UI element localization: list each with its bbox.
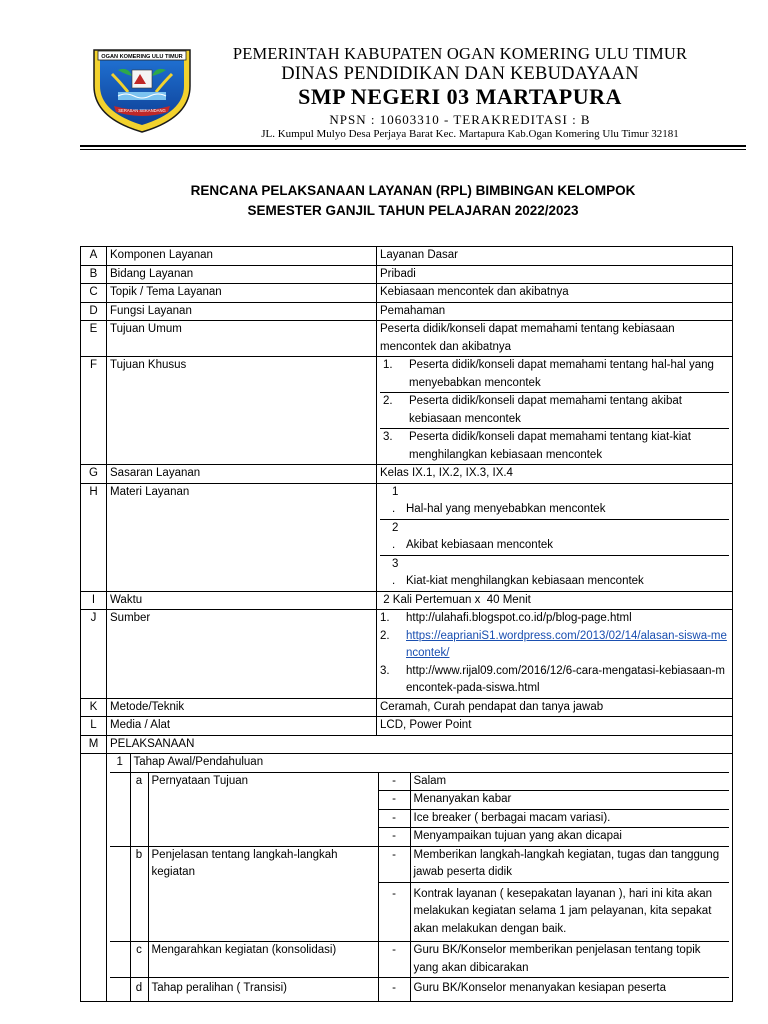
- row-code: G: [81, 465, 107, 484]
- table-row: [81, 610, 733, 699]
- table-row: [81, 698, 733, 717]
- row-code: C: [81, 284, 107, 303]
- source-item: 3. http://www.rijal09.com/2016/12/6-cara-mengatasi-kebiasaan-mencontek-pada-siswa.html: [380, 663, 729, 698]
- table-row: [81, 357, 733, 465]
- list-item: 2. Peserta didik/konseli dapat memahami tentang akibat kebiasaan mencontek: [383, 395, 682, 425]
- step-item: Memberikan langkah-langkah kegiatan, tugas dan tanggung jawab peserta didik: [410, 846, 729, 882]
- step-item: Guru BK/Konselor memberikan penjelasan tentang topik yang akan dibicarakan: [410, 942, 729, 978]
- step-label: Pernyataan Tujuan: [148, 772, 378, 846]
- table-row: [81, 754, 733, 1002]
- row-value: Layanan Dasar: [377, 247, 733, 266]
- row-code: [81, 754, 107, 1002]
- list-item: 3. Peserta didik/konseli dapat memahami tentang kiat-kiat menghilangkan kebiasaan mencontek: [383, 431, 691, 461]
- row-label: Bidang Layanan: [107, 265, 377, 284]
- logo-lettering: OGAN KOMERING ULU TIMUR: [101, 54, 183, 60]
- header-school-name: SMP NEGERI 03 MARTAPURA: [298, 84, 622, 109]
- source-item: 1. http://ulahafi.blogspot.co.id/p/blog-page.html: [380, 610, 729, 628]
- document-subtitle: SEMESTER GANJIL TAHUN PELAJARAN 2022/2023: [247, 203, 579, 218]
- pelaksanaan-block: [107, 754, 733, 1002]
- document-title: RENCANA PELAKSANAAN LAYANAN (RPL) BIMBINGAN KELOMPOK: [190, 183, 636, 198]
- step-letter: d: [130, 978, 148, 1001]
- row-label: Sumber: [107, 610, 377, 699]
- table-row: [81, 483, 733, 591]
- row-value: Kelas IX.1, IX.2, IX.3, IX.4: [377, 465, 733, 484]
- table-row: [81, 465, 733, 484]
- row-label: Metode/Teknik: [107, 698, 377, 717]
- header-npsn: NPSN : 10603310 - TERAKREDITASI : B: [329, 112, 591, 127]
- pelaksanaan-table: 1 Tahap Awal/Pendahuluan a Pernyataan Tujuan - Salam - Menanyakan kabar - Ice breaker ( berbagai macam variasi). - Menyampaikan tujuan yang akan dicapai b Penjelasan tentang langkah-langkah kegiatan - Memberikan langkah-langkah kegiatan, tugas dan tanggung jawab peserta didik - Kontrak layanan ( kesepakatan layanan ), hari ini kita akan melakukan kegiatan selama 1 jam pelayanan, kita sepakat akan melakukan dengan baik. c Mengarahkan kegiatan (konsolidasi) - Guru BK/Konselor memberikan penjelasan tentang topik yang akan dibicarakan d Tahap peralihan ( Transisi) - Guru BK/Konselor menanyakan kesiapan peserta: [110, 754, 729, 1001]
- table-row: [81, 247, 733, 266]
- step-item: Salam: [410, 772, 729, 791]
- table-row: [81, 284, 733, 303]
- materi-list: [380, 484, 729, 591]
- row-value: Pemahaman: [377, 302, 733, 321]
- stage-title: Tahap Awal/Pendahuluan: [130, 754, 729, 772]
- row-label: Materi Layanan: [107, 483, 377, 591]
- header-government: PEMERINTAH KABUPATEN OGAN KOMERING ULU TIMUR: [232, 44, 688, 63]
- source-url: http://ulahafi.blogspot.co.id/p/blog-page.html: [406, 612, 632, 624]
- source-item: 2. https://eaprianiS1.wordpress.com/2013/02/14/alasan-siswa-mencontek/: [380, 628, 729, 663]
- row-label: Media / Alat: [107, 717, 377, 736]
- step-letter: a: [130, 772, 148, 846]
- regency-logo: [88, 40, 196, 136]
- table-row: [81, 717, 733, 736]
- row-value: Pribadi: [377, 265, 733, 284]
- row-code: H: [81, 483, 107, 591]
- source-link[interactable]: https://eaprianiS1.wordpress.com/2013/02/14/alasan-siswa-mencontek/: [406, 629, 727, 659]
- row-label: Fungsi Layanan: [107, 302, 377, 321]
- step-label: Mengarahkan kegiatan (konsolidasi): [148, 942, 378, 978]
- row-value: 2 Kali Pertemuan x 40 Menit: [377, 591, 733, 610]
- row-value: Peserta didik/konseli dapat memahami tentang kebiasaan mencontek dan akibatnya: [377, 321, 733, 357]
- row-code: A: [81, 247, 107, 266]
- row-code: J: [81, 610, 107, 699]
- row-code: M: [81, 735, 107, 754]
- step-letter: c: [130, 942, 148, 978]
- row-code: F: [81, 357, 107, 465]
- header-department: DINAS PENDIDIKAN DAN KEBUDAYAAN: [281, 64, 639, 84]
- row-value: LCD, Power Point: [377, 717, 733, 736]
- logo-motto: SERASAN SEKANDANG: [118, 108, 166, 113]
- tujuan-khusus-list: [380, 357, 729, 464]
- row-value: [377, 483, 733, 591]
- step-item: Guru BK/Konselor menanyakan kesiapan peserta: [410, 978, 729, 1001]
- row-value: Kebiasaan mencontek dan akibatnya: [377, 284, 733, 303]
- list-item: 3 . Kiat-kiat menghilangkan kebiasaan mencontek: [392, 557, 644, 587]
- step-item: Menanyakan kabar: [410, 791, 729, 810]
- rpl-table: [80, 246, 733, 1002]
- row-label: Tujuan Khusus: [107, 357, 377, 465]
- row-label: Waktu: [107, 591, 377, 610]
- table-row: [81, 591, 733, 610]
- list-item: 1 . Hal-hal yang menyebabkan mencontek: [392, 485, 606, 515]
- row-label: Komponen Layanan: [107, 247, 377, 266]
- row-value: [377, 610, 733, 699]
- row-label: Sasaran Layanan: [107, 465, 377, 484]
- row-code: E: [81, 321, 107, 357]
- step-letter: b: [130, 846, 148, 942]
- row-value: [377, 357, 733, 465]
- row-value: Ceramah, Curah pendapat dan tanya jawab: [377, 698, 733, 717]
- row-code: I: [81, 591, 107, 610]
- step-item: Kontrak layanan ( kesepakatan layanan ), hari ini kita akan melakukan kegiatan selama 1 jam pelayanan, kita sepakat akan melakukan dengan baik.: [410, 882, 729, 942]
- step-item: Menyampaikan tujuan yang akan dicapai: [410, 828, 729, 847]
- row-code: B: [81, 265, 107, 284]
- row-code: L: [81, 717, 107, 736]
- table-row: [81, 302, 733, 321]
- list-item: 1. Peserta didik/konseli dapat memahami tentang hal-hal yang menyebabkan mencontek: [383, 359, 714, 389]
- section-heading: PELAKSANAAN: [107, 735, 733, 754]
- row-label: Topik / Tema Layanan: [107, 284, 377, 303]
- step-item: Ice breaker ( berbagai macam variasi).: [410, 809, 729, 828]
- list-item: 2 . Akibat kebiasaan mencontek: [392, 521, 554, 551]
- table-row: [81, 321, 733, 357]
- row-code: K: [81, 698, 107, 717]
- table-row: [81, 735, 733, 754]
- row-code: D: [81, 302, 107, 321]
- source-url: http://www.rijal09.com/2016/12/6-cara-mengatasi-kebiasaan-mencontek-pada-siswa.html: [406, 664, 725, 694]
- header-address: JL. Kumpul Mulyo Desa Perjaya Barat Kec. Martapura Kab.Ogan Komering Ulu Timur 32181: [261, 128, 679, 140]
- step-label: Penjelasan tentang langkah-langkah kegiatan: [148, 846, 378, 942]
- table-row: [81, 265, 733, 284]
- row-label: Tujuan Umum: [107, 321, 377, 357]
- stage-number: 1: [110, 754, 130, 772]
- dash: -: [378, 772, 410, 791]
- header-divider: [80, 145, 746, 150]
- step-label: Tahap peralihan ( Transisi): [148, 978, 378, 1001]
